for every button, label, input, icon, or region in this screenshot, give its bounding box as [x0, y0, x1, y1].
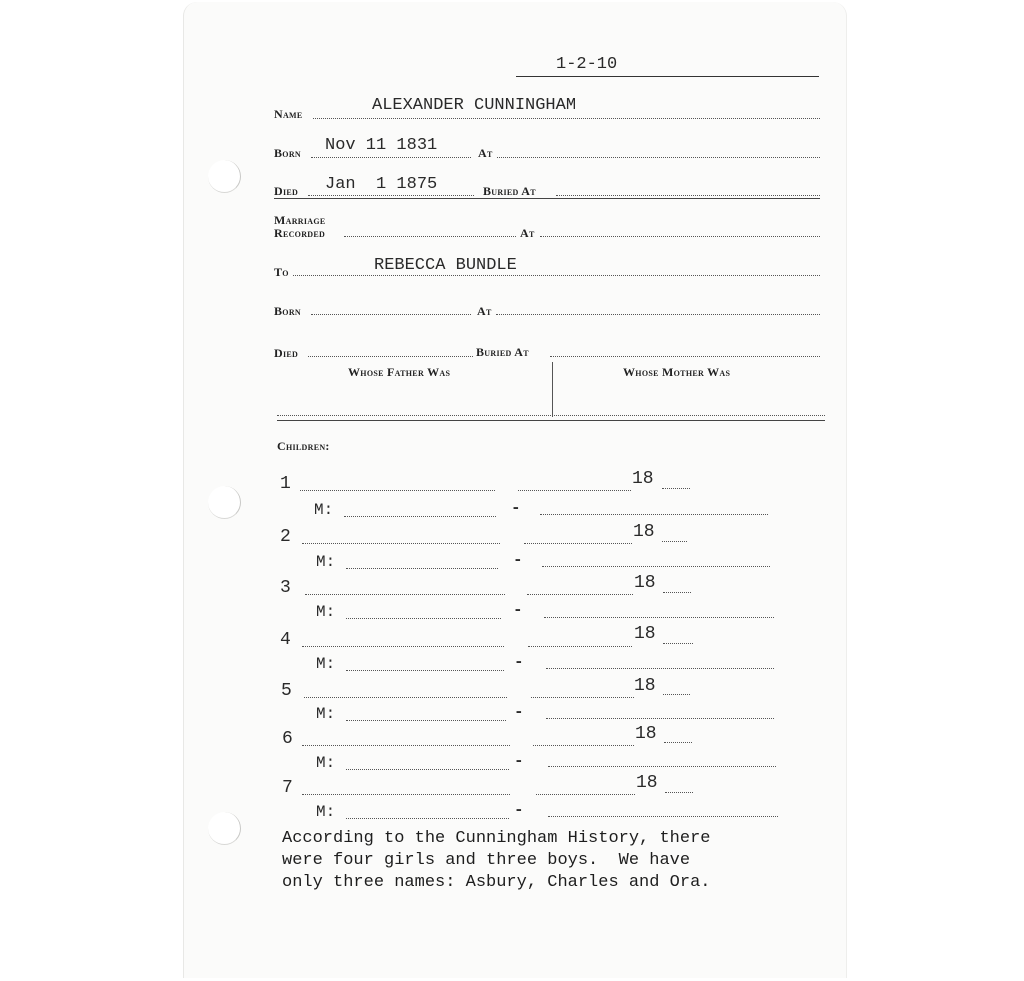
- to-label: To: [274, 265, 289, 279]
- spouse-name-line: [293, 275, 820, 276]
- whose-mother-was-label: Whose Mother Was: [623, 365, 731, 379]
- family-note: According to the Cunningham History, there were four girls and three boys. We have only three names: Asbury, Charles and Ora.: [282, 829, 711, 892]
- child-year-prefix: 18: [636, 773, 658, 793]
- child-dash: -: [514, 801, 524, 819]
- child-year-prefix: 18: [634, 676, 656, 696]
- child-year-line: [663, 592, 691, 593]
- child-married-label: M:: [316, 754, 336, 772]
- child-birth-line: [528, 646, 632, 647]
- child-spouse-line: [346, 720, 506, 721]
- punch-hole: [208, 812, 241, 845]
- child-dash: -: [514, 703, 524, 721]
- child-year-prefix: 18: [635, 724, 657, 744]
- child-married-label: M:: [316, 803, 336, 821]
- child-spouse-line: [344, 516, 496, 517]
- parents-divider: [552, 362, 553, 417]
- marriage-place-line: [540, 236, 820, 237]
- child-dash: -: [513, 601, 523, 619]
- buried-place-line: [556, 195, 820, 196]
- child-dash: -: [511, 499, 521, 517]
- divider: [274, 198, 820, 199]
- died-date-line: [308, 195, 474, 196]
- child-name-line: [302, 646, 504, 647]
- child-marriage-line: [546, 668, 774, 669]
- child-married-label: M:: [316, 705, 336, 723]
- child-birth-line: [518, 490, 631, 491]
- child-marriage-line: [540, 514, 768, 515]
- child-married-label: M:: [314, 501, 334, 519]
- child-dash: -: [513, 551, 523, 569]
- person-born-date: Nov 11 1831: [325, 136, 438, 155]
- born-label: Born: [274, 146, 301, 160]
- child-marriage-line: [548, 766, 776, 767]
- born-at-label: At: [478, 146, 493, 160]
- child-year-line: [665, 792, 693, 793]
- child-married-label: M:: [316, 603, 336, 621]
- child-number: 4: [280, 630, 291, 650]
- child-name-line: [302, 745, 510, 746]
- child-number: 1: [280, 474, 291, 494]
- child-year-line: [662, 541, 687, 542]
- child-year-line: [663, 694, 690, 695]
- children-label: Children:: [277, 439, 330, 453]
- child-name-line: [302, 794, 510, 795]
- card-serial-number: 1-2-10: [556, 55, 618, 74]
- spouse-born-at-label: At: [477, 304, 492, 318]
- whose-father-was-label: Whose Father Was: [348, 365, 451, 379]
- child-number: 2: [280, 527, 291, 547]
- recorded-label: Recorded: [274, 226, 326, 240]
- child-dash: -: [514, 752, 524, 770]
- name-label: Name: [274, 107, 303, 121]
- parents-line: [277, 415, 825, 416]
- child-birth-line: [524, 543, 632, 544]
- child-marriage-line: [544, 617, 774, 618]
- child-marriage-line: [546, 718, 774, 719]
- child-birth-line: [531, 697, 634, 698]
- spouse-born-place-line: [496, 314, 820, 315]
- child-spouse-line: [346, 769, 509, 770]
- name-line: [313, 118, 820, 119]
- born-place-line: [497, 157, 820, 158]
- spouse-buried-place-line: [550, 356, 820, 357]
- child-number: 5: [281, 681, 292, 701]
- child-birth-line: [527, 594, 633, 595]
- person-name: ALEXANDER CUNNINGHAM: [372, 96, 577, 115]
- child-married-label: M:: [316, 655, 336, 673]
- spouse-name: REBECCA BUNDLE: [374, 256, 517, 275]
- child-year-line: [664, 742, 692, 743]
- divider: [277, 420, 825, 421]
- died-label: Died: [274, 184, 299, 198]
- child-marriage-line: [548, 816, 778, 817]
- child-birth-line: [533, 745, 634, 746]
- spouse-born-label: Born: [274, 304, 301, 318]
- child-name-line: [305, 594, 505, 595]
- child-number: 3: [280, 578, 291, 598]
- child-year-prefix: 18: [632, 469, 654, 489]
- child-dash: -: [514, 653, 524, 671]
- child-spouse-line: [346, 670, 504, 671]
- child-name-line: [300, 490, 495, 491]
- punch-hole: [208, 486, 241, 519]
- spouse-died-line: [308, 356, 473, 357]
- marriage-at-label: At: [520, 226, 535, 240]
- spouse-died-label: Died: [274, 346, 299, 360]
- child-spouse-line: [346, 818, 509, 819]
- child-married-label: M:: [316, 553, 336, 571]
- child-name-line: [304, 697, 507, 698]
- spouse-buried-at-label: Buried At: [476, 345, 529, 359]
- child-name-line: [302, 543, 500, 544]
- child-year-prefix: 18: [633, 522, 655, 542]
- child-year-prefix: 18: [634, 624, 656, 644]
- punch-hole: [208, 160, 241, 193]
- child-number: 6: [282, 729, 293, 749]
- child-number: 7: [282, 778, 293, 798]
- child-marriage-line: [542, 566, 770, 567]
- child-spouse-line: [346, 568, 498, 569]
- child-birth-line: [536, 794, 635, 795]
- divider: [516, 76, 819, 77]
- child-spouse-line: [346, 618, 501, 619]
- marriage-date-line: [344, 236, 516, 237]
- child-year-line: [662, 488, 690, 489]
- buried-at-label: Buried At: [483, 184, 536, 198]
- born-date-line: [311, 157, 471, 158]
- child-year-line: [663, 643, 693, 644]
- child-year-prefix: 18: [634, 573, 656, 593]
- person-died-date: Jan 1 1875: [325, 175, 438, 194]
- spouse-born-line: [311, 314, 471, 315]
- marriage-label: Marriage: [274, 213, 326, 227]
